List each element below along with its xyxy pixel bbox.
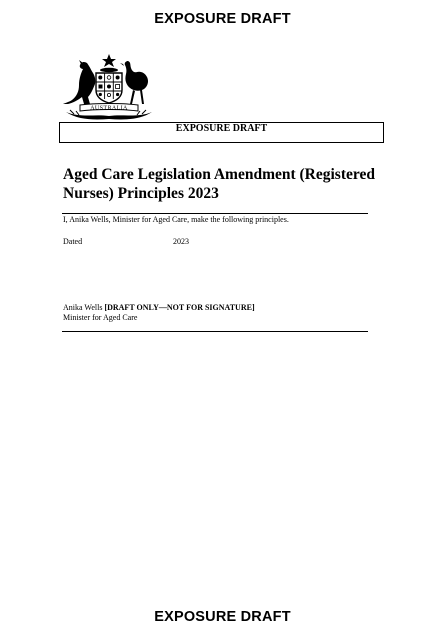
exposure-draft-box: EXPOSURE DRAFT <box>59 122 384 143</box>
make-statement: I, Anika Wells, Minister for Aged Care, make the following principles. <box>63 215 289 224</box>
signature-note: [DRAFT ONLY—NOT FOR SIGNATURE] <box>104 303 255 312</box>
divider-rule <box>62 213 368 214</box>
australian-coat-of-arms-icon <box>60 52 158 122</box>
dated-label: Dated <box>63 237 83 246</box>
crest-label: AUSTRALIA <box>90 105 128 112</box>
signature-line <box>63 303 255 313</box>
signatory-name: Anika Wells <box>63 303 105 312</box>
signatory-title: Minister for Aged Care <box>63 313 138 322</box>
exposure-draft-header: EXPOSURE DRAFT <box>154 11 291 27</box>
document-title <box>63 165 383 203</box>
document-title-line-2: Nurses) Principles 2023 <box>63 185 219 202</box>
document-title-line-1: Aged Care Legislation Amendment (Registered <box>63 166 375 183</box>
dated-year: 2023 <box>173 237 189 246</box>
divider-rule <box>62 331 368 332</box>
exposure-draft-footer: EXPOSURE DRAFT <box>154 609 291 625</box>
